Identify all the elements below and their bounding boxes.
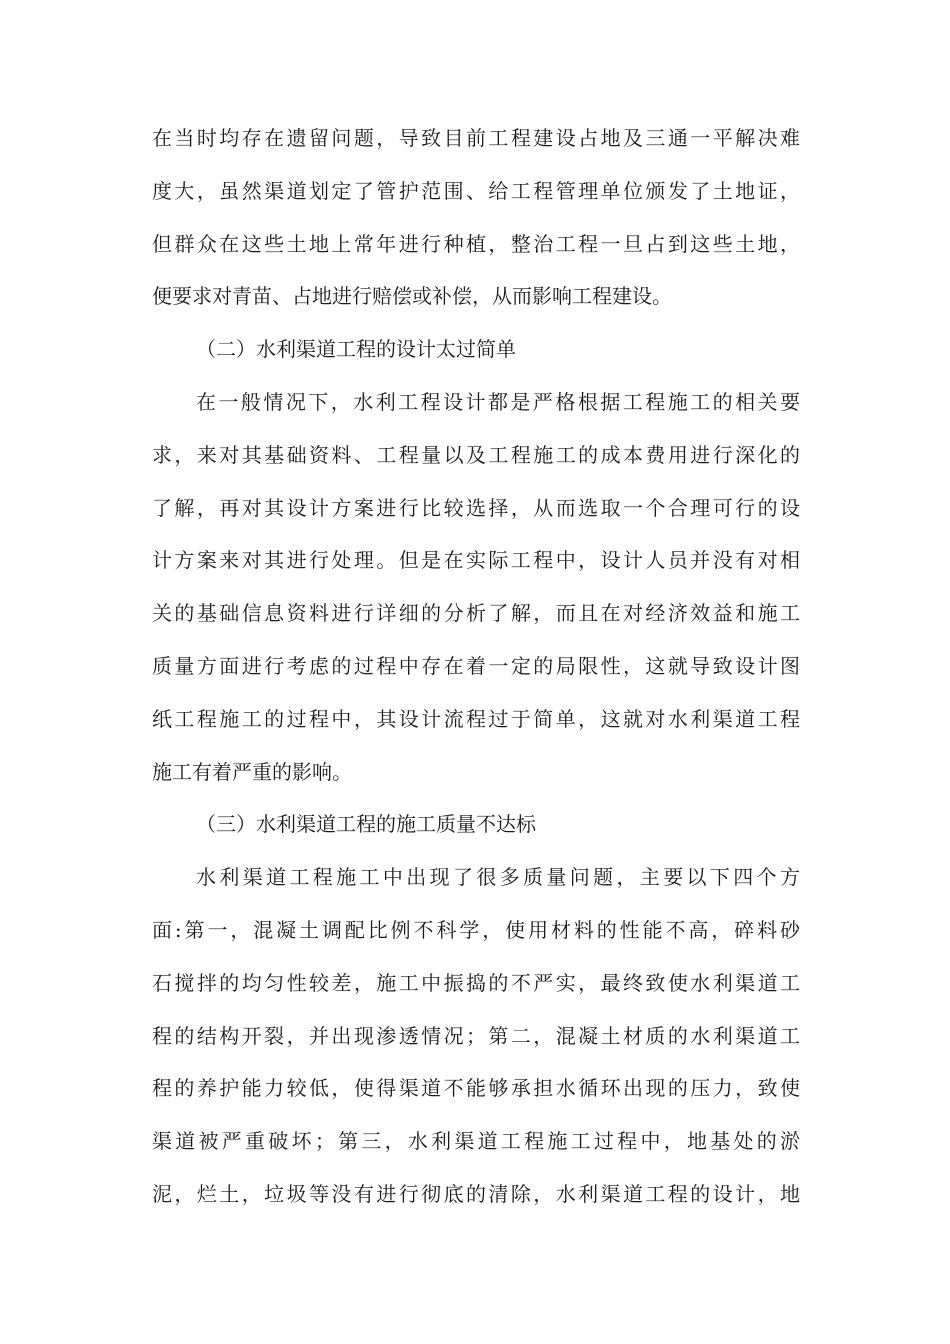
text-line: 泥，烂土，垃圾等没有进行彻底的清除，水利渠道工程的设计，地 [152, 1181, 800, 1206]
paragraph [152, 382, 800, 804]
text-line: 程的结构开裂，并出现渗透情况；第二，混凝土材质的水利渠道工 [152, 1023, 800, 1048]
text-line: 度大，虽然渠道划定了管护范围、给工程管理单位颁发了土地证， [152, 178, 800, 203]
text-line: 便要求对青苗、占地进行赔偿或补偿，从而影响工程建设。 [152, 284, 672, 309]
text-line: 施工有着严重的影响。 [152, 759, 352, 784]
text-line: 计方案来对其进行处理。但是在实际工程中，设计人员并没有对相 [152, 548, 800, 573]
text-line: 渠道被严重破坏；第三，水利渠道工程施工过程中，地基处的淤 [152, 1129, 800, 1154]
text-line: 关的基础信息资料进行详细的分析了解，而且在对经济效益和施工 [152, 601, 800, 626]
text-line: 求，来对其基础资料、工程量以及工程施工的成本费用进行深化的 [152, 442, 800, 467]
text-line: 质量方面进行考虑的过程中存在着一定的局限性，这就导致设计图 [152, 653, 800, 678]
paragraph [152, 857, 800, 1227]
text-line: 面:第一，混凝土调配比例不科学，使用材料的性能不高，碎料砂 [152, 917, 800, 942]
text-line: 石搅拌的均匀性较差，施工中振捣的不严实，最终致使水利渠道工 [152, 970, 800, 995]
text-line: 在当时均存在遗留问题，导致目前工程建设占地及三通一平解决难 [152, 126, 800, 150]
text-line: 纸工程施工的过程中，其设计流程过于简单，这就对水利渠道工程 [152, 706, 800, 731]
section-heading: （三）水利渠道工程的施工质量不达标 [196, 812, 536, 837]
document-body [152, 118, 800, 1227]
text-line: 在一般情况下，水利工程设计都是严格根据工程施工的相关要 [196, 389, 800, 414]
text-line: 水利渠道工程施工中出现了很多质量问题，主要以下四个方 [196, 865, 800, 890]
paragraph [152, 118, 800, 329]
text-line: 但群众在这些土地上常年进行种植，整治工程一旦占到这些土地， [152, 231, 800, 256]
text-line: 了解，再对其设计方案进行比较选择，从而选取一个合理可行的设 [152, 495, 800, 520]
text-line: 程的养护能力较低，使得渠道不能够承担水循环出现的压力，致使 [152, 1076, 800, 1101]
section-heading: （二）水利渠道工程的设计太过简单 [196, 337, 516, 362]
